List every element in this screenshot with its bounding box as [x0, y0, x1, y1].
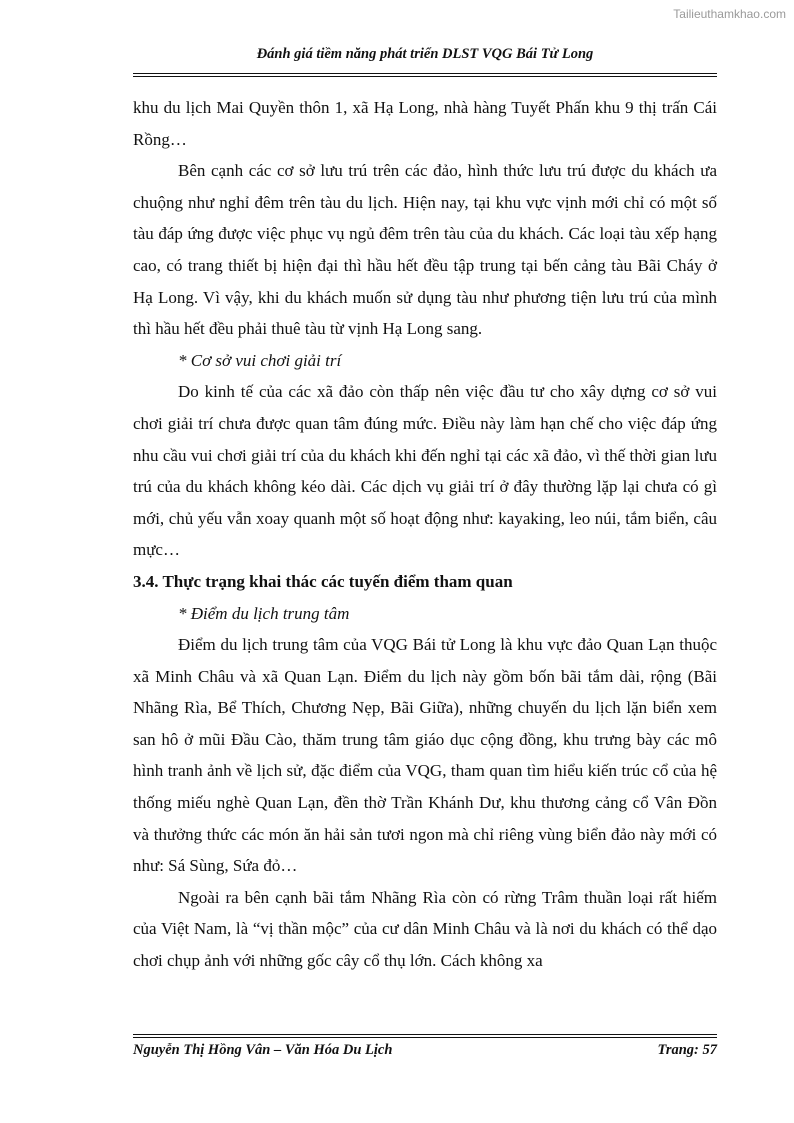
- page-number: Trang: 57: [657, 1042, 717, 1058]
- header-rule: [133, 73, 717, 77]
- subheading-entertainment: * Cơ sở vui chơi giải trí: [178, 350, 342, 370]
- footer-author: Nguyễn Thị Hồng Vân – Văn Hóa Du Lịch: [133, 1042, 393, 1058]
- paragraph-5: Ngoài ra bên cạnh bãi tắm Nhãng Rìa còn có rừng Trâm thuần loại rất hiếm của Việt Nam, là “vị thần mộc” của cư dân Minh Châu và là nơi du khách có thể dạo chơi chụp ảnh với những gốc cây cổ thụ lớn. Cách không xa: [133, 887, 717, 971]
- paragraph-1: khu du lịch Mai Quyền thôn 1, xã Hạ Long, nhà hàng Tuyết Phấn khu 9 thị trấn Cái Rồng…: [133, 98, 717, 149]
- running-header: Đánh giá tiềm năng phát triển DLST VQG Bái Tử Long: [256, 46, 594, 62]
- paragraph-3: Do kinh tế của các xã đảo còn thấp nên việc đầu tư cho xây dựng cơ sở vui chơi giải trí chưa được quan tâm đúng mức. Điều này làm hạn chế cho việc đáp ứng nhu cầu vui chơi giải trí của du khách khi đến nghỉ tại các xã đảo, vì thế thời gian lưu trú của du khách không kéo dài. Các dịch vụ giải trí ở đây thường lặp lại chưa có gì mới, chủ yếu vẫn xoay quanh một số hoạt động như: kayaking, leo núi, tắm biển, câu mực…: [133, 382, 717, 560]
- footer-rule: [133, 1034, 717, 1038]
- section-heading: 3.4. Thực trạng khai thác các tuyến điểm tham quan: [133, 571, 513, 591]
- page-body: [133, 92, 717, 977]
- watermark: Tailieuthamkhao.com: [673, 7, 786, 21]
- paragraph-4: Điểm du lịch trung tâm của VQG Bái tử Long là khu vực đảo Quan Lạn thuộc xã Minh Châu và xã Quan Lạn. Điểm du lịch này gồm bốn bãi tắm dài, rộng (Bãi Nhãng Rìa, Bể Thích, Chương Nẹp, Bãi Giữa), những chuyến du lịch lặn biển xem san hô ở mũi Đầu Cào, thăm trung tâm giáo dục cộng đồng, khu trưng bày các mô hình tranh ảnh về lịch sử, đặc điểm của VQG, tham quan tìm hiểu kiến trúc cổ của hệ thống miếu nghè Quan Lạn, đền thờ Trần Khánh Dư, khu thương cảng cổ Vân Đồn và thưởng thức các món ăn hải sản tươi ngon mà chỉ riêng vùng biển đảo này mới có như: Sá Sùng, Sứa đỏ…: [133, 635, 717, 876]
- subheading-central-destination: * Điểm du lịch trung tâm: [178, 603, 350, 623]
- paragraph-2: Bên cạnh các cơ sở lưu trú trên các đảo, hình thức lưu trú được du khách ưa chuộng như nghỉ đêm trên tàu du lịch. Hiện nay, tại khu vực vịnh mới chỉ có một số tàu đáp ứng được việc phục vụ ngủ đêm trên tàu của du khách. Các loại tàu xếp hạng cao, có trang thiết bị hiện đại thì hầu hết đều tập trung tại bến cảng tàu Bãi Cháy ở Hạ Long. Vì vậy, khi du khách muốn sử dụng tàu như phương tiện lưu trú của mình thì hầu hết đều phải thuê tàu từ vịnh Hạ Long sang.: [133, 161, 717, 339]
